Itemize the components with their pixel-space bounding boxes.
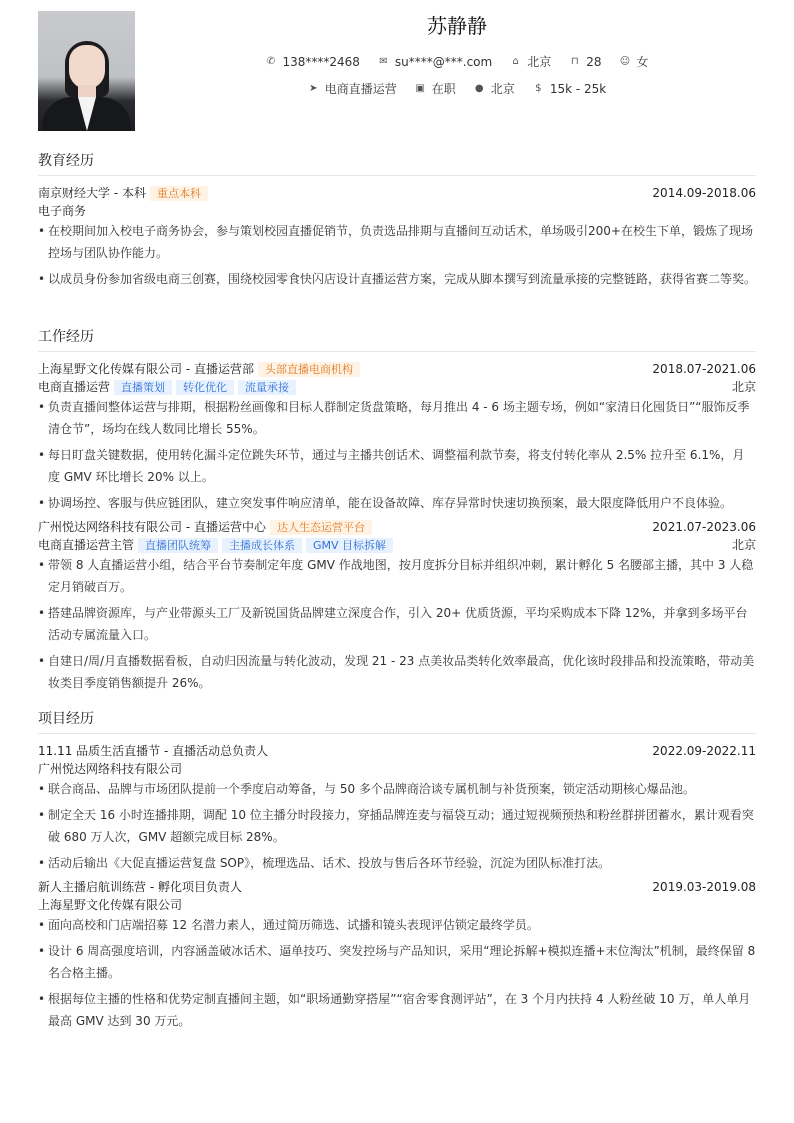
hometown-item: ⌂ 北京 xyxy=(510,53,551,70)
job-header xyxy=(38,518,756,536)
job-entry xyxy=(38,518,756,694)
company-name: 广州悦达网络科技有限公司 - 直播运营中心 xyxy=(38,520,266,534)
list-item: • 设计 6 周高强度培训，内容涵盖破冰话术、逼单技巧、突发控场与产品知识，采用“理论拆解+模拟连播+末位淘汰”机制，最终保留 8 名合格主播。 xyxy=(38,940,756,984)
age-item: ⊓ 28 xyxy=(570,54,602,69)
job-city: 北京 xyxy=(731,538,756,552)
briefcase-icon: ▣ xyxy=(415,83,425,94)
job-bullets xyxy=(38,396,756,514)
target-city-item: ● 北京 xyxy=(474,82,515,96)
contact-row xyxy=(158,53,756,70)
company-name: 上海星野文化传媒有限公司 - 直播运营部 xyxy=(38,362,254,376)
list-item: • 活动后输出《大促直播运营复盘 SOP》，梳理选品、话术、投放与售后各环节经验，沉淀为团队标准打法。 xyxy=(38,852,756,874)
project-period: 2019.03-2019.08 xyxy=(652,880,756,894)
job-period: 2021.07-2023.06 xyxy=(652,520,756,534)
skill-tag: 主播成长体系 xyxy=(222,538,302,553)
job-status-item: ▣ 在职 xyxy=(415,82,456,96)
job-role-row xyxy=(38,536,756,554)
target-position-item: ➤ 电商直播运营 xyxy=(309,82,397,96)
project-name: 11.11 品质生活直播节 - 直播活动总负责人 xyxy=(38,744,269,758)
list-item: • 自建日/周/月直播数据看板，自动归因流量与转化波动，发现 21 - 23 点美妆品类转化效率最高，优化该时段排品和投流策略，带动美妆类目季度销售额提升 26%。 xyxy=(38,650,756,694)
money-icon: $ xyxy=(535,83,542,94)
candidate-name: 苏静静 xyxy=(427,14,487,38)
location-pin-icon: ● xyxy=(474,83,484,94)
list-item: • 联合商品、品牌与市场团队提前一个季度启动筹备，与 50 多个品牌商洽谈专属机制与补货预案，锁定活动期核心爆品池。 xyxy=(38,778,756,800)
skill-tag: 流量承接 xyxy=(238,380,296,395)
list-item: • 带领 8 人直播运营小组，结合平台节奏制定年度 GMV 作战地图，按月度拆分目标并组织冲刺，累计孵化 5 名腰部主播，其中 3 人稳定月销破百万。 xyxy=(38,554,756,598)
home-icon: ⌂ xyxy=(512,56,519,67)
job-entry xyxy=(38,360,756,514)
skill-tag: 直播策划 xyxy=(114,380,172,395)
list-item: • 根据每位主播的性格和优势定制直播间主题，如“职场通勤穿搭屋”“宿舍零食测评站”，在 3 个月内扶持 4 人粉丝破 10 万，单人单月最高 GMV 达到 30 万元。 xyxy=(38,988,756,1032)
school-tag: 重点本科 xyxy=(150,186,208,201)
salary-item: $ 15k - 25k xyxy=(533,80,606,97)
projects-section xyxy=(38,708,756,1036)
intention-row xyxy=(158,80,756,97)
face-icon: ☺ xyxy=(619,56,631,67)
skill-tag: GMV 目标拆解 xyxy=(306,538,393,553)
section-title: 项目经历 xyxy=(38,708,756,734)
phone-icon: ✆ xyxy=(266,56,276,67)
project-entry xyxy=(38,878,756,1032)
list-item: • 搭建品牌资源库，与产业带源头工厂及新锐国货品牌建立深度合作，引入 20+ 优质货源，平均采购成本下降 12%，并拿到多场平台活动专属流量入口。 xyxy=(38,602,756,646)
education-section xyxy=(38,150,756,294)
mail-icon: ✉ xyxy=(379,56,388,67)
gender-item: ☺ 女 xyxy=(619,55,649,69)
email-item: ✉ su****@***.com xyxy=(379,54,493,69)
education-period: 2014.09-2018.06 xyxy=(652,186,756,200)
list-item: • 每日盯盘关键数据，使用转化漏斗定位跳失环节，通过与主播共创话术、调整福利款节奏，将支付转化率从 2.5% 拉升至 6.1%，月度 GMV 环比增长 20% 以上。 xyxy=(38,444,756,488)
major: 电子商务 xyxy=(38,204,87,218)
section-title: 工作经历 xyxy=(38,326,756,352)
list-item: • 以成员身份参加省级电商三创赛，围绕校园零食快闪店设计直播运营方案，完成从脚本撰写到流量承接的完整链路，获得省赛二等奖。 xyxy=(38,268,756,290)
project-org: 广州悦达网络科技有限公司 xyxy=(38,762,183,776)
work-section xyxy=(38,326,756,698)
job-bullets xyxy=(38,554,756,694)
company-tag: 达人生态运营平台 xyxy=(270,520,372,535)
project-org: 上海星野文化传媒有限公司 xyxy=(38,898,183,912)
job-role: 电商直播运营 xyxy=(38,380,111,394)
job-role-row xyxy=(38,378,756,396)
cake-icon: ⊓ xyxy=(570,56,579,67)
section-title: 教育经历 xyxy=(38,150,756,176)
project-bullets xyxy=(38,778,756,874)
list-item: • 面向高校和门店端招募 12 名潜力素人，通过简历筛选、试播和镜头表现评估锁定最终学员。 xyxy=(38,914,756,936)
project-header xyxy=(38,742,756,760)
job-period: 2018.07-2021.06 xyxy=(652,362,756,376)
education-bullets xyxy=(38,220,756,290)
school-name: 南京财经大学 - 本科 xyxy=(38,186,146,200)
job-header xyxy=(38,360,756,378)
skill-tag: 转化优化 xyxy=(176,380,234,395)
company-tag: 头部直播电商机构 xyxy=(258,362,360,377)
skill-tag: 直播团队统筹 xyxy=(138,538,218,553)
list-item: • 负责直播间整体运营与排期，根据粉丝画像和目标人群制定货盘策略，每月推出 4 - 6 场主题专场，例如“家清日化囤货日”“服饰反季清仓节”，场均在线人数同比增长 55%。 xyxy=(38,396,756,440)
phone-item: ✆ 138****2468 xyxy=(266,54,360,69)
project-period: 2022.09-2022.11 xyxy=(652,744,756,758)
list-item: • 在校期间加入校电子商务协会，参与策划校园直播促销节，负责选品排期与直播间互动话术，单场吸引200+在校生下单，锻炼了现场控场与团队协作能力。 xyxy=(38,220,756,264)
job-role: 电商直播运营主管 xyxy=(38,538,135,552)
education-header xyxy=(38,184,756,202)
job-city: 北京 xyxy=(731,380,756,394)
project-entry xyxy=(38,742,756,874)
project-name: 新人主播启航训练营 - 孵化项目负责人 xyxy=(38,880,242,894)
send-icon: ➤ xyxy=(309,83,318,94)
list-item: • 协调场控、客服与供应链团队，建立突发事件响应清单，能在设备故障、库存异常时快速切换预案，最大限度降低用户不良体验。 xyxy=(38,492,756,514)
project-header xyxy=(38,878,756,896)
list-item: • 制定全天 16 小时连播排期，调配 10 位主播分时段接力，穿插品牌连麦与福袋互动；通过短视频预热和粉丝群拼团蓄水，累计观看突破 680 万人次，GMV 超额完成目标 28%。 xyxy=(38,804,756,848)
project-bullets xyxy=(38,914,756,1032)
